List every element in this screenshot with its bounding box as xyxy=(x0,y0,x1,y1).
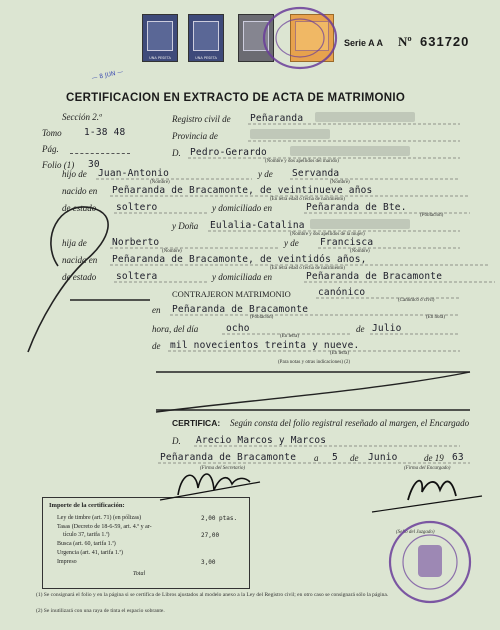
de-label-2: de xyxy=(152,341,161,351)
husband-domicilio: Peñaranda de Bte. xyxy=(306,202,407,213)
dia-hint: (En letra) xyxy=(280,334,300,339)
husband-birth: Peñaranda de Bracamonte, de veintinueve años xyxy=(112,185,373,196)
folio-label: Folio (1) xyxy=(42,160,75,170)
certifica-text: Según consta del folio registral reseñado al margen, el Encargado xyxy=(230,418,470,428)
tomo-value: 1-38 48 xyxy=(84,127,126,138)
contrajeron-label: CONTRAJERON MATRIMONIO xyxy=(172,289,291,299)
husband-nacido-label: nacido en xyxy=(62,186,98,196)
wife-name-hint: (Nombre y dos apellidos de la mujer) xyxy=(290,232,365,237)
husband-estado-label: de estado xyxy=(62,203,97,213)
husband-name: Pedro-Gerardo xyxy=(190,147,267,158)
date-de: de xyxy=(350,453,359,463)
wife-domicilio-label: y domiciliada en xyxy=(212,272,272,282)
svg-text:— 8 JUN —: — 8 JUN — xyxy=(90,68,124,82)
hora-label: hora, del día xyxy=(152,324,199,334)
wife-birth: Peñaranda de Bracamonte, de veintidós años, xyxy=(112,254,367,265)
husband-name-hint: (Nombre y dos apellidos del marido) xyxy=(265,159,339,164)
date-year-prefix: de 19 xyxy=(424,453,444,463)
encargado-name: Arecio Marcos y Marcos xyxy=(196,435,327,446)
husband-y-de: y de xyxy=(258,169,273,179)
footnote-1: (1) Se consignará el folio y en la página si se certifica de Libros ajustados al modelo anexo a la Ley del Registro civil; en otro caso se consignará sólo la página. xyxy=(36,592,389,598)
tomo-label: Tomo xyxy=(42,128,62,138)
en-label: en xyxy=(152,305,161,315)
serie-no-label: Nº xyxy=(398,34,412,49)
month-value: Julio xyxy=(372,323,402,334)
date-place: Peñaranda de Bracamonte xyxy=(160,452,297,463)
fee-value: 3,00 xyxy=(201,559,216,566)
fee-row: tículo 37, tarifa 1.ª) xyxy=(63,532,110,538)
fee-total-label: Total xyxy=(133,571,146,577)
wife-nacida-label: nacida en xyxy=(62,255,98,265)
date-year: 63 xyxy=(452,452,464,463)
fee-row: Urgencia (art. 41, tarifa 1.ª) xyxy=(57,550,124,556)
certifica-label: CERTIFICA: xyxy=(172,418,221,428)
fee-row: Impreso xyxy=(57,559,77,565)
husband-hijo-label: hijo de xyxy=(62,169,87,179)
seccion-label: Sección 2.ª xyxy=(62,112,102,122)
firma-encargado: (Firma del Encargado) xyxy=(404,466,451,471)
registro-value: Peñaranda xyxy=(250,113,304,124)
footnote-2: (2) Se inutilizará con una raya de tinta el espacio sobrante. xyxy=(36,608,165,614)
folio-value: 30 xyxy=(88,159,100,170)
registro-label: Registro civil de xyxy=(172,114,231,124)
wife-father: Norberto xyxy=(112,237,160,248)
marriage-place: Peñaranda de Bracamonte xyxy=(172,304,309,315)
husband-domicilio-label: y domiciliado en xyxy=(212,203,272,213)
wife-estado-label: de estado xyxy=(62,272,97,282)
husband-mother: Servanda xyxy=(292,168,340,179)
wife-nombre-hint-1: (Nombre) xyxy=(162,249,182,254)
pag-label: Pág. xyxy=(42,144,59,154)
document-title: CERTIFICACION EN EXTRACTO DE ACTA DE MATRIMONIO xyxy=(66,92,406,104)
wife-estado: soltera xyxy=(116,271,158,282)
firma-secretario: (Firma del Secretario) xyxy=(200,466,246,471)
wife-birth-hint: (En letra edad o fecha de nacimiento) xyxy=(270,266,345,271)
fee-title: Importe de la certificación: xyxy=(49,502,125,509)
husband-birth-hint: (En letra edad o fecha de nacimiento) xyxy=(270,197,345,202)
year-text: mil novecientos treinta y nueve. xyxy=(170,340,360,351)
fee-value: 2,00 ptas. xyxy=(201,515,238,522)
encargado-d: D. xyxy=(172,436,181,446)
husband-nombre-hint-1: (Nombre) xyxy=(150,180,170,185)
husband-estado: soltero xyxy=(116,202,158,213)
serie-label: Serie A A xyxy=(344,38,384,48)
fee-row: Tasas (Decreto de 18-6-59, art. 4.º y ar- xyxy=(57,524,152,530)
wife-nombre-hint-2: (Nombre) xyxy=(350,249,370,254)
contrajeron-hint: (Canónico o civil) xyxy=(398,298,435,303)
husband-nombre-hint-2: (Nombre) xyxy=(330,180,350,185)
serie-number: 631720 xyxy=(420,34,470,49)
dia-value: ocho xyxy=(226,323,250,334)
wife-hija-label: hija de xyxy=(62,238,87,248)
hora-hint: (En hora) xyxy=(426,315,446,320)
notas-hint: (Para notas y otras indicaciones) (2) xyxy=(278,360,351,365)
date-day: 5 xyxy=(332,452,338,463)
wife-domicilio: Peñaranda de Bracamonte xyxy=(306,271,443,282)
date-a: a xyxy=(314,453,319,463)
husband-father: Juan-Antonio xyxy=(98,168,170,179)
fee-value: 27,00 xyxy=(201,532,220,539)
date-month: Junio xyxy=(368,452,398,463)
husband-d-label: D. xyxy=(172,148,181,158)
fiscal-stamp-2: UNA PESETA xyxy=(188,14,224,62)
fee-row: Ley de timbre (art. 71) (en pólizas) xyxy=(57,515,142,521)
sello-hint: (Sello del Juzgado) xyxy=(396,530,435,535)
fiscal-stamp-1: UNA PESETA xyxy=(142,14,178,62)
contrajeron-value: canónico xyxy=(318,287,366,298)
de-label: de xyxy=(356,324,365,334)
wife-mother: Francisca xyxy=(320,237,374,248)
fee-row: Busca (art. 60, tarifa 1.ª) xyxy=(57,541,116,547)
wife-dona-label: y Doña xyxy=(172,221,199,231)
wife-name: Eulalia-Catalina xyxy=(210,220,305,231)
husband-poblacion-hint: (Población) xyxy=(420,213,444,218)
wife-y-de: y de xyxy=(284,238,299,248)
place-hint: (Población) xyxy=(250,315,274,320)
provincia-label: Provincia de xyxy=(172,131,218,141)
year-hint: (En letra) xyxy=(330,351,350,356)
